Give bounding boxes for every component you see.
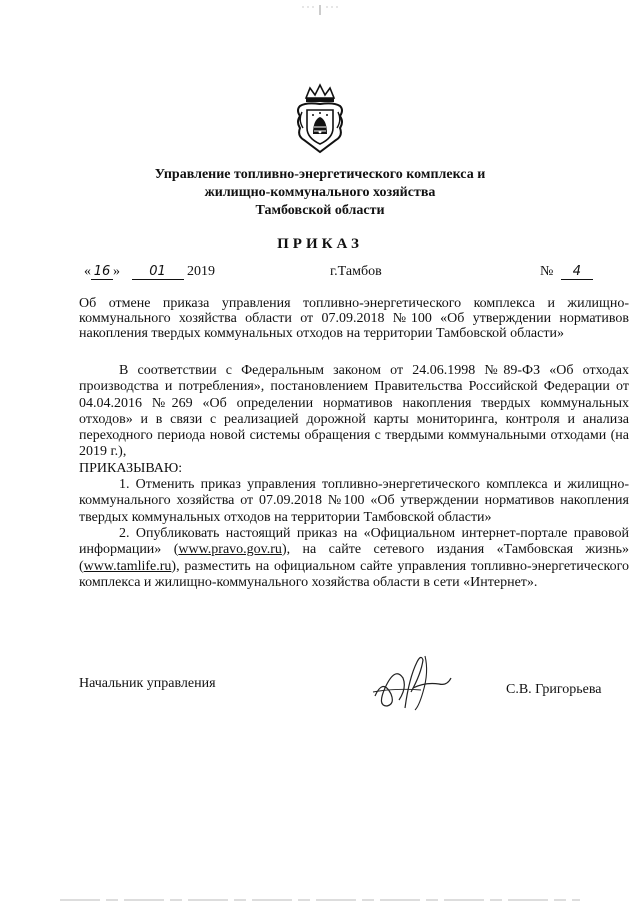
organization-name: [130, 166, 510, 220]
item-2-text-a: 2. Опубликовать настоящий приказ на «Официальном интернет-портале правовой информации» (: [79, 525, 629, 558]
item-2-text-b: ), на сайте сетевого издания «Тамбовская жизнь» (: [79, 542, 629, 574]
scan-mark: [300, 2, 340, 12]
number-value: 4: [561, 264, 593, 280]
date-year: 2019: [187, 264, 215, 279]
date-open-quote: «: [84, 264, 91, 279]
item-2-paragraph: [79, 526, 629, 591]
signatory-name: С.В. Григорьева: [506, 682, 602, 697]
order-body: [79, 363, 629, 591]
order-subject: Об отмене приказа управления топливно-энергетического комплекса и жилищно-коммунального хозяйства области от 07.09.2018 №100 «Об утверждении нормативов накопления твердых коммунальных отходов на территории Тамбовской области»: [79, 296, 629, 341]
pravo-link[interactable]: www.pravo.gov.ru: [178, 542, 282, 558]
order-city: г.Тамбов: [330, 264, 382, 279]
item-1-paragraph: 1. Отменить приказ управления топливно-энергетического комплекса и жилищно-коммунального хозяйства от 07.09.2018 №100 «Об утверждении нормативов накопления твердых коммунальных отходов на территории Тамбовской области»: [79, 477, 629, 525]
coat-of-arms-icon: [294, 82, 346, 154]
org-line-3: Тамбовской области: [255, 203, 385, 218]
org-line-2: жилищно-коммунального хозяйства: [204, 185, 436, 200]
tamlife-link[interactable]: www.tamlife.ru: [83, 558, 172, 574]
handwritten-signature-icon: [365, 648, 455, 716]
number-label: №: [540, 264, 554, 279]
signatory-position: Начальник управления: [79, 676, 216, 691]
date-day: 16: [91, 264, 113, 280]
order-number: [540, 264, 593, 280]
item-2-text-c: ), разместить на официальном сайте управления топливно-энергетического комплекса и жилищно-коммунального хозяйства области в сети «Интернет».: [79, 558, 629, 590]
scan-edge: [60, 888, 580, 890]
org-line-1: Управление топливно-энергетического комплекса и: [154, 167, 486, 182]
order-date: [84, 264, 215, 280]
order-word: ПРИКАЗЫВАЮ:: [79, 460, 183, 476]
preamble-paragraph: В соответствии с Федеральным законом от 24.06.1998 №89-ФЗ «Об отходах производства и потребления», постановлением Правительства Российской Федерации от 04.04.2016 №269 «Об определении нормативов накопления твердых коммунальных отходов» и в связи с реализацией дорожной карты мониторинга, контроля и анализа переходного периода новой системы обращения с твердыми коммунальными отходами (на 2019 г.),: [79, 363, 629, 460]
document-title: ПРИКАЗ: [277, 236, 363, 252]
date-month: 01: [132, 264, 184, 280]
date-close-quote: »: [113, 264, 120, 279]
